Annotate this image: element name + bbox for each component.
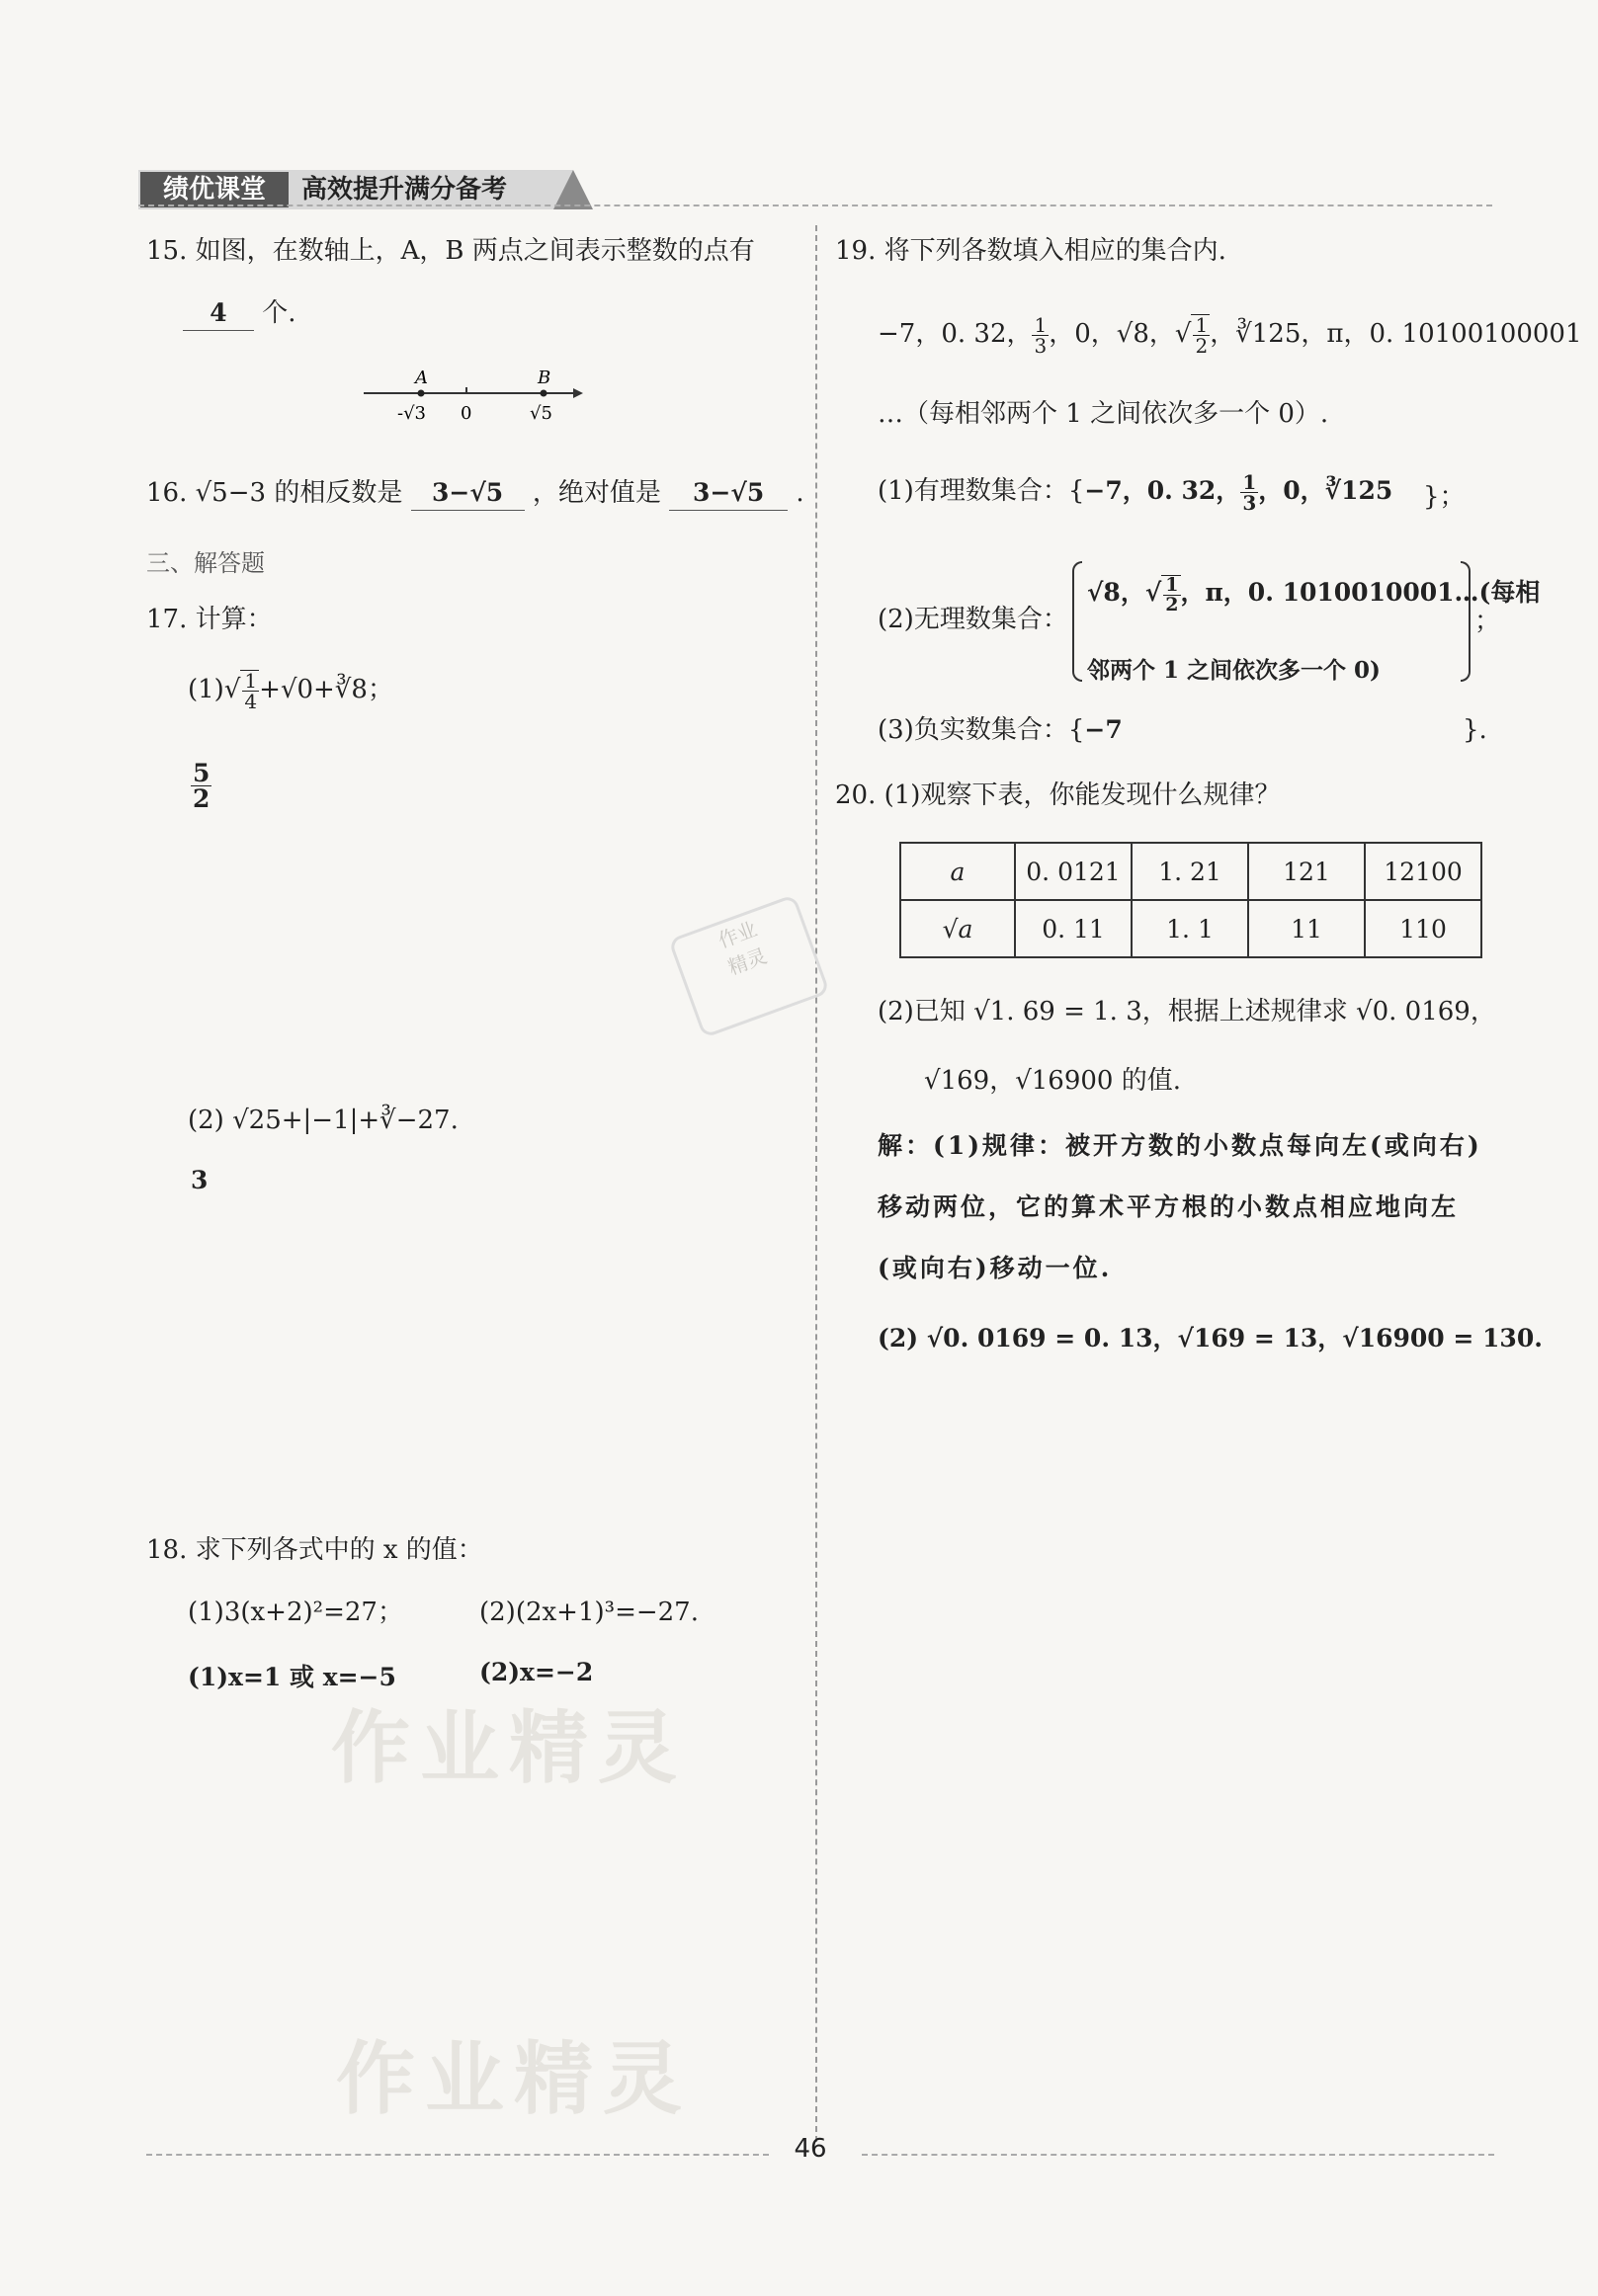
- q19-negative-close: }.: [1463, 715, 1487, 745]
- footer-rule-left: [146, 2154, 769, 2156]
- q17-p1-frac: $\frac{1}{4}$: [240, 670, 259, 711]
- header-rule: [138, 205, 1492, 206]
- sqrt-table: [899, 842, 1482, 958]
- q17-part1: (1)√ $\frac{1}{4}$ +√0+∛8；: [188, 669, 393, 713]
- q16-prefix: 16. √5−3 的相反数是: [146, 478, 403, 508]
- q20-solution-line3: (或向右)移动一位.: [878, 1254, 1113, 1282]
- table-cell: a: [900, 843, 1015, 900]
- q20-solution-line4: (2) √0. 0169 = 0. 13，√169 = 13，√16900 = 130.: [878, 1324, 1543, 1353]
- label-a: A: [415, 368, 428, 388]
- number-line-figure: [356, 366, 593, 435]
- q15-text: 15. 如图，在数轴上，A，B 两点之间表示整数的点有: [146, 236, 755, 266]
- irrational-brace-left: [1072, 561, 1082, 682]
- stamp-line: 精灵: [724, 943, 771, 980]
- q20-title: 20. (1)观察下表，你能发现什么规律？: [835, 780, 1281, 810]
- table-cell: 1. 1: [1132, 900, 1248, 957]
- tick-zero: 0: [461, 403, 472, 424]
- table-row: [900, 843, 1481, 900]
- q16-answer2: 3−√5: [669, 476, 788, 511]
- header-triangle: [553, 170, 593, 209]
- q19-irrational-answer1: √8，√ $\frac{1}{2}$ ，π，0. 1010010001…(每相: [1087, 573, 1541, 615]
- q18-title: 18. 求下列各式中的 x 的值：: [146, 1535, 483, 1565]
- q19-irrational-close: ；: [1474, 607, 1501, 636]
- table-row: [900, 900, 1481, 957]
- table-cell: 121: [1248, 843, 1365, 900]
- q19-irrational-answer2: 邻两个 1 之间依次多一个 0): [1087, 657, 1381, 684]
- section-title: 三、解答题: [146, 549, 265, 577]
- table-cell: 12100: [1365, 843, 1481, 900]
- watermark: 作业精灵: [336, 2033, 692, 2125]
- watermark-stamp: [668, 894, 830, 1038]
- q16-mid: ，绝对值是: [532, 478, 661, 508]
- negative-answer: −7: [1084, 715, 1123, 744]
- q17-part2: (2) √25+|−1|+∛−27.: [188, 1106, 459, 1135]
- header-slogan: 高效提升满分备考: [301, 175, 508, 205]
- q18-answer1: (1)x=1 或 x=−5: [188, 1663, 396, 1691]
- q20-solution-line2: 移动两位，它的算术平方根的小数点相应地向左: [878, 1192, 1460, 1221]
- label-b: B: [538, 368, 551, 388]
- q19-negative: (3)负实数集合：{−7: [878, 715, 1123, 745]
- column-divider: [815, 225, 817, 2142]
- q15-answer: 4: [183, 296, 254, 331]
- q20-part2-line1: (2)已知 √1. 69 = 1. 3，根据上述规律求 √0. 0169，: [878, 997, 1496, 1026]
- q19-numbers-line2: …（每相邻两个 1 之间依次多一个 0）.: [878, 399, 1329, 429]
- point-a-dot: [418, 390, 425, 397]
- q19-rational: (1)有理数集合：{−7，0. 32， $\frac{1}{3}$ ，0，∛125: [878, 470, 1393, 515]
- table-cell: 0. 11: [1015, 900, 1132, 957]
- q17-title: 17. 计算：: [146, 605, 273, 634]
- q18-answer2: (2)x=−2: [479, 1658, 594, 1686]
- page-number: 46: [794, 2134, 827, 2164]
- q16-end: .: [796, 478, 804, 508]
- q19-irrational-label: (2)无理数集合：: [878, 605, 1068, 634]
- q20-solution-line1: 解：(1)规律：被开方数的小数点每向左(或向右): [878, 1131, 1482, 1160]
- q17-p2-answer: 3: [191, 1166, 209, 1194]
- q20-part2-line2: √169，√16900 的值.: [924, 1066, 1182, 1096]
- point-b-dot: [541, 390, 547, 397]
- q19-rational-close: }；: [1423, 482, 1466, 512]
- header-logo: 绩优课堂: [140, 172, 289, 207]
- rational-answer: −7，0. 32， $\frac{1}{3}$ ，0，∛125: [1084, 470, 1393, 515]
- tick-neg-sqrt3: -√3: [397, 403, 427, 424]
- table-cell: 0. 0121: [1015, 843, 1132, 900]
- q18-part2: (2)(2x+1)³=−27.: [479, 1598, 699, 1627]
- q15-answer-line: [183, 296, 296, 331]
- q19-numbers: −7，0. 32， $\frac{1}{3}$ ，0，√8，√ $\frac{1}{2}$ ，∛125，π，0. 10100100001: [878, 312, 1582, 358]
- q16: [146, 476, 804, 511]
- q16-answer1: 3−√5: [411, 476, 525, 511]
- table-cell: 1. 21: [1132, 843, 1248, 900]
- stamp-line: 作业: [715, 916, 761, 953]
- q17-p1-label: (1): [188, 675, 224, 704]
- table-cell: √a: [900, 900, 1015, 957]
- q17-p1-rest: +√0+∛8；: [259, 675, 393, 704]
- q18-part1: (1)3(x+2)²=27；: [188, 1598, 403, 1627]
- watermark: 作业精灵: [331, 1702, 687, 1794]
- table-cell: 11: [1248, 900, 1365, 957]
- q17-p1-answer: $\frac{5}{2}$: [193, 759, 210, 813]
- q15-suffix: 个.: [262, 298, 296, 328]
- number-line-arrow: [573, 388, 583, 398]
- footer-rule-right: [862, 2154, 1494, 2156]
- table-cell: 110: [1365, 900, 1481, 957]
- tick-sqrt5: √5: [530, 403, 552, 424]
- q19-title: 19. 将下列各数填入相应的集合内.: [835, 236, 1226, 266]
